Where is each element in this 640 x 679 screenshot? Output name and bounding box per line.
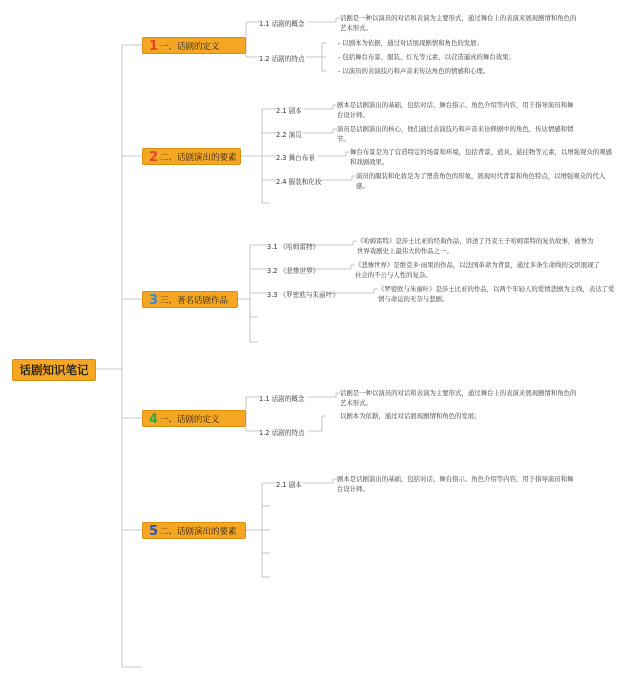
subtopic-3-2[interactable]: 3.2 《悲惨世界》: [267, 267, 320, 275]
leaf-3-1-1: 《哈姆雷特》是莎士比亚的经典作品，讲述了丹麦王子哈姆雷特的复仇故事，被誉为世界戏剧史上最伟大的作品之一。: [357, 237, 594, 255]
section-2-number: 2: [149, 150, 159, 165]
leaf-2-2-1: 演员是话剧演出的核心，他们通过表演技巧和声音来诠释剧中的角色，传达情感和情节。: [337, 125, 574, 143]
leaf-2-3-1: 舞台布景是为了营造特定的场景和环境，包括背景、道具、悬挂物等元素，以增强观众的观感和戏剧效果。: [350, 148, 613, 166]
leaf-1-2-2: - 包括舞台布景、服装、灯光等元素，以营造逼真的舞台效果；: [338, 53, 515, 61]
leaf-3-2-1: 《悲惨世界》是维克多·雨果的作品，以法国革命为背景，通过多条生命线的交织展现了社会的不公与人性的复杂。: [355, 261, 600, 279]
section-3-number: 3: [149, 293, 159, 308]
subtopic-4-2[interactable]: 1.2 话剧的特点: [259, 429, 305, 437]
subtopic-3-1[interactable]: 3.1 《哈姆雷特》: [267, 243, 320, 251]
subtopic-2-2[interactable]: 2.2 演员: [276, 131, 302, 139]
section-1[interactable]: [142, 37, 246, 54]
leaf-3-3-1: 《罗密欧与朱丽叶》是莎士比亚的作品，以两个年轻人的爱情悲剧为主线，表达了爱情与命运的无奈与悲剧。: [378, 285, 615, 303]
leaf-4-2-1: 以剧本为依据，通过对话展现剧情和角色的发展；: [340, 412, 481, 420]
subtopic-2-4[interactable]: 2.4 服装和化妆: [276, 178, 322, 186]
section-2[interactable]: [142, 148, 241, 165]
section-1-label: 一、话剧的定义: [160, 42, 220, 52]
leaf-1-2-3: - 以演员的表演技巧和声音来传达角色的情感和心理。: [338, 67, 490, 75]
leaf-5-1-1: 剧本是话剧演出的基础，包括对话、舞台指示、角色介绍等内容，用于指导演员和舞台设计师。: [337, 475, 574, 493]
leaf-2-1-1: 剧本是话剧演出的基础，包括对话、舞台指示、角色介绍等内容，用于指导演员和舞台设计师。: [337, 101, 574, 119]
section-3-label: 三、著名话剧作品: [160, 296, 229, 306]
subtopic-5-1[interactable]: 2.1 剧本: [276, 481, 302, 489]
leaf-1-2-1: - 以剧本为依据，通过对话展现剧情和角色的发展；: [338, 39, 483, 47]
root-topic[interactable]: 话剧知识笔记: [12, 359, 96, 381]
subtopic-3-3[interactable]: 3.3 《罗密欧与朱丽叶》: [267, 291, 339, 299]
section-4-label: 一、话剧的定义: [160, 415, 220, 425]
leaf-1-1-1: 话剧是一种以演员的对话和表演为主要形式，通过舞台上的表演来展现剧情和角色的艺术形式。: [340, 14, 577, 32]
subtopic-1-2[interactable]: 1.2 话剧的特点: [259, 55, 305, 63]
section-5-number: 5: [149, 524, 159, 539]
leaf-4-1-1: 话剧是一种以演员的对话和表演为主要形式，通过舞台上的表演来展现剧情和角色的艺术形式。: [340, 389, 577, 407]
section-5-label: 二、话剧演出的要素: [160, 527, 237, 537]
section-3[interactable]: [142, 291, 238, 308]
section-4-number: 4: [149, 412, 159, 427]
section-4[interactable]: [142, 410, 246, 427]
section-1-number: 1: [149, 39, 159, 54]
subtopic-1-1[interactable]: 1.1 话剧的概念: [259, 20, 305, 28]
subtopic-2-3[interactable]: 2.3 舞台布景: [276, 154, 315, 162]
section-2-label: 二、话剧演出的要素: [160, 153, 237, 163]
subtopic-4-1[interactable]: 1.1 话剧的概念: [259, 395, 305, 403]
section-5[interactable]: [142, 522, 246, 539]
subtopic-2-1[interactable]: 2.1 剧本: [276, 107, 302, 115]
leaf-2-4-1: 演员的服装和化妆是为了塑造角色的形象，展现时代背景和角色特点，以增强观众的代入感。: [356, 172, 606, 190]
